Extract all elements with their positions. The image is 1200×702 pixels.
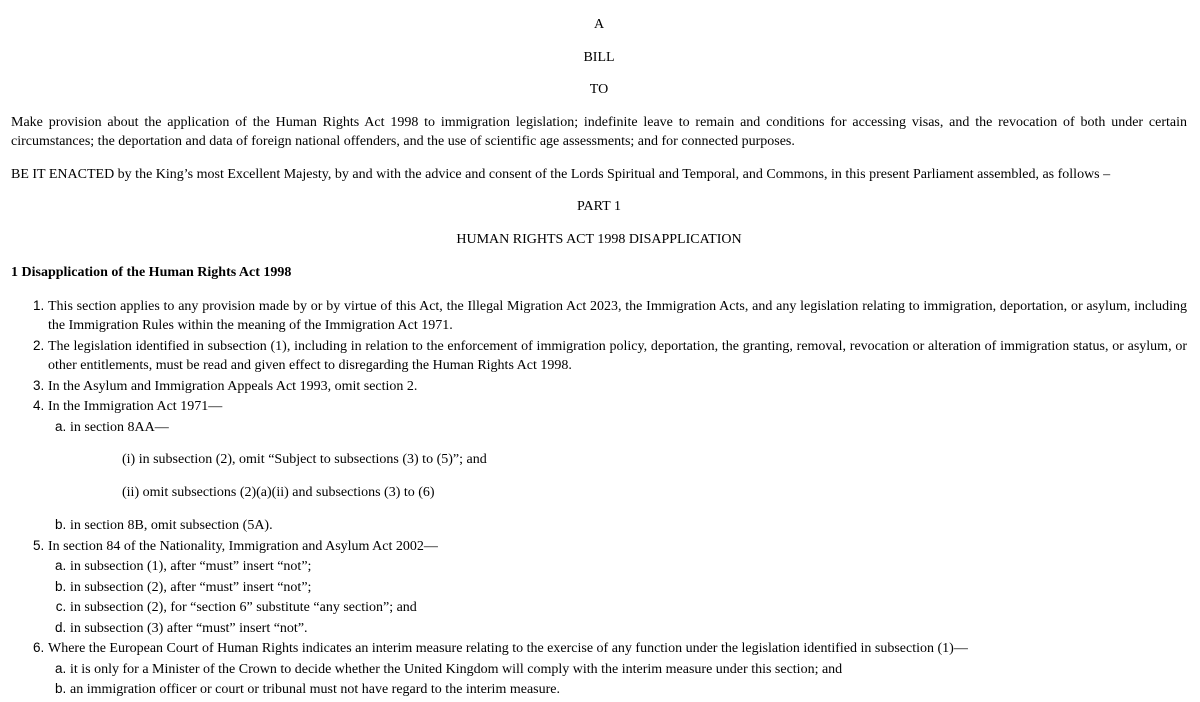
subsection-4 [48, 396, 1187, 536]
paragraph-text: in section 8B, omit subsection (5A). [70, 518, 273, 533]
subparagraph-ii: (ii) omit subsections (2)(a)(ii) and subsections (3) to (6) [122, 484, 435, 500]
paragraph-b [70, 515, 1187, 536]
subsection-list [11, 296, 1187, 700]
enacting-formula: BE IT ENACTED by the King’s most Excellent Majesty, by and with the advice and consent of the Lords Spiritual and Temporal, and Commons, in this present Parliament assembled, as follows – [11, 166, 1111, 182]
subsection-2 [48, 336, 1187, 376]
bill-header-bill: BILL [583, 49, 615, 65]
subparagraph-list [122, 450, 1187, 502]
paragraph-text: in subsection (1), after “must” insert “not”; [70, 559, 312, 574]
paragraph-list [48, 417, 1187, 536]
paragraph-b [70, 679, 1187, 700]
paragraph-text: in section 8AA— [70, 419, 169, 435]
paragraph-a [70, 556, 1187, 577]
subsection-5 [48, 536, 1187, 639]
paragraph-d [70, 618, 1187, 639]
subsection-text: In the Asylum and Immigration Appeals Act 1993, omit section 2. [48, 378, 418, 394]
paragraph-text: an immigration officer or court or tribunal must not have regard to the interim measure. [70, 682, 560, 697]
paragraph-text: in subsection (2), for “section 6” substitute “any section”; and [70, 600, 417, 615]
paragraph-a [70, 659, 1187, 680]
paragraph-a [70, 417, 1187, 503]
paragraph-list [48, 659, 1187, 700]
subsection-text: In the Immigration Act 1971— [48, 399, 223, 414]
bill-header-a: A [593, 17, 605, 32]
paragraph-c [70, 597, 1187, 618]
paragraph-text: it is only for a Minister of the Crown to decide whether the United Kingdom will comply with the interim measure under this section; and [70, 661, 843, 677]
paragraph-text: in subsection (2), after “must” insert “not”; [70, 579, 312, 595]
long-title: Make provision about the application of the Human Rights Act 1998 to immigration legislation; indefinite leave to remain and conditions for accessing visas, and the revocation of both under certain circumstances; the deportation and data of foreign national offenders, and the use of scientific age assessments; and for connected purposes. [11, 114, 1187, 149]
subsection-1 [48, 296, 1187, 336]
subsection-text: This section applies to any provision made by or by virtue of this Act, the Illegal Migration Act 2023, the Immigration Acts, and any legislation relating to immigration, deportation, or asylum, including the Immigration Rules within the meaning of the Immigration Act 1971. [48, 298, 1187, 333]
subparagraph-i: (i) in subsection (2), omit “Subject to subsections (3) to (5)”; and [122, 452, 487, 467]
subsection-text: Where the European Court of Human Rights indicates an interim measure relating to the exercise of any function under the legislation identified in subsection (1)— [48, 641, 968, 656]
paragraph-text: in subsection (3) after “must” insert “not”. [70, 620, 308, 636]
part-title: HUMAN RIGHTS ACT 1998 DISAPPLICATION [456, 231, 742, 247]
paragraph-list [48, 556, 1187, 638]
paragraph-b [70, 577, 1187, 598]
part-label: PART 1 [577, 199, 621, 214]
bill-header-to: TO [589, 82, 609, 97]
subsection-text: In section 84 of the Nationality, Immigration and Asylum Act 2002— [48, 538, 438, 554]
subsection-text: The legislation identified in subsection (1), including in relation to the enforcement of immigration policy, deportation, the granting, removal, revocation or alteration of immigration status, or asylum, or other entitlements, must be read and given effect to disregarding the Human Rights Act 1998. [48, 338, 1187, 373]
subsection-3 [48, 376, 1187, 397]
subsection-6 [48, 638, 1187, 700]
section-heading: 1 Disapplication of the Human Rights Act 1998 [11, 265, 292, 280]
